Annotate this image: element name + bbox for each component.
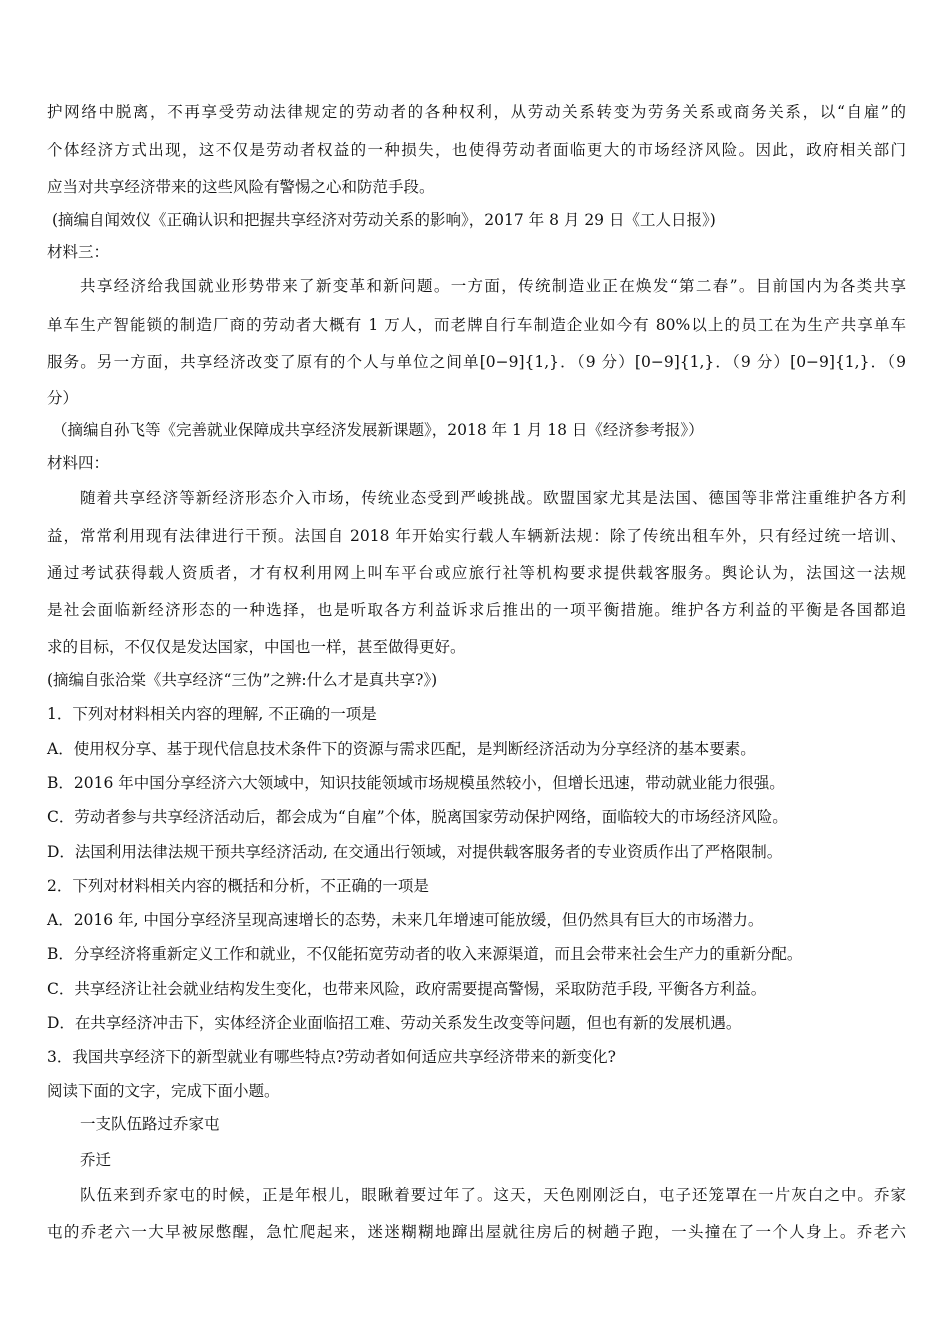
source-citation: (摘编自闻效仪《正确认识和把握共享经济对劳动关系的影响》，2017 年 8 月 29 日《工人日报》) [52, 211, 716, 229]
story-title: 一支队伍路过乔家屯 [80, 1115, 220, 1133]
source-citation: (摘编自张洽棠《共享经济“三伪”之辨:什么才是真共享?》) [47, 671, 438, 689]
story-author: 乔迁 [80, 1151, 112, 1169]
material-two-paragraph-line: 个体经济方式出现，这不仅是劳动者权益的一种损失，也使得劳动者面临更大的市场经济风险。因此，政府相关部门 [47, 141, 906, 159]
source-citation: （摘编自孙飞等《完善就业保障成共享经济发展新课题》，2018 年 1 月 18 日《经济参考报》） [52, 421, 704, 439]
question-1-option-c: C．劳动者参与共享经济活动后，都会成为“自雇”个体，脱离国家劳动保护网络，面临较大的市场经济风险。 [47, 808, 788, 826]
story-paragraph-line: 队伍来到乔家屯的时候，正是年根儿，眼瞅着要过年了。这天，天色刚刚泛白，屯子还笼罩在一片灰白之中。乔家 [80, 1186, 906, 1204]
material-three-heading: 材料三： [47, 243, 110, 261]
question-2-stem: 2．下列对材料相关内容的概括和分析，不正确的一项是 [47, 877, 429, 895]
material-four-heading: 材料四： [47, 454, 110, 472]
story-paragraph-line: 屯的乔老六一大早被尿憋醒，急忙爬起来，迷迷糊糊地蹿出屋就往房后的树趟子跑，一头撞在了一个人身上。乔老六 [47, 1223, 906, 1241]
question-2-option-b: B．分享经济将重新定义工作和就业，不仅能拓宽劳动者的收入来源渠道，而且会带来社会生产力的重新分配。 [47, 945, 803, 963]
question-1-stem: 1．下列对材料相关内容的理解, 不正确的一项是 [47, 705, 377, 723]
material-three-paragraph-line: 共享经济给我国就业形势带来了新变革和新问题。一方面，传统制造业正在焕发“第二春”。目前国内为各类共享 [80, 277, 906, 295]
question-1-option-a: A．使用权分享、基于现代信息技术条件下的资源与需求匹配，是判断经济活动为分享经济的基本要素。 [47, 740, 756, 758]
material-four-paragraph-line: 随着共享经济等新经济形态介入市场，传统业态受到严峻挑战。欧盟国家尤其是法国、德国等非常注重维护各方利 [80, 489, 906, 507]
material-three-paragraph-line: 服务。另一方面，共享经济改变了原有的个人与单位之间单[0−9]{1,}．（9 分）[0−9]{1,}．（9 分）[0−9]{1,}．（9 [47, 353, 906, 371]
material-four-paragraph-line: 是社会面临新经济形态的一种选择，也是听取各方利益诉求后推出的一项平衡措施。维护各方利益的平衡是各国都追 [47, 601, 906, 619]
material-two-paragraph-line: 护网络中脱离，不再享受劳动法律规定的劳动者的各种权利，从劳动关系转变为劳务关系或商务关系，以“自雇”的 [47, 103, 906, 121]
material-four-paragraph-line: 益，常常利用现有法律进行干预。法国自 2018 年开始实行载人车辆新法规：除了传统出租车外，只有经过统一培训、 [47, 527, 906, 545]
question-2-option-a: A．2016 年, 中国分享经济呈现高速增长的态势，未来几年增速可能放缓，但仍然具有巨大的市场潜力。 [47, 911, 764, 929]
question-2-option-d: D．在共享经济冲击下，实体经济企业面临招工难、劳动关系发生改变等问题，但也有新的发展机遇。 [47, 1014, 742, 1032]
question-3-stem: 3．我国共享经济下的新型就业有哪些特点?劳动者如何适应共享经济带来的新变化? [47, 1048, 616, 1066]
material-four-paragraph-line: 通过考试获得载人资质者，才有权利用网上叫车平台或应旅行社等机构要求提供载客服务。舆论认为，法国这一法规 [47, 564, 906, 582]
material-three-paragraph-line: 分） [47, 389, 79, 407]
reading-instruction: 阅读下面的文字，完成下面小题。 [47, 1082, 280, 1100]
material-three-paragraph-line: 单车生产智能锁的制造厂商的劳动者大概有 1 万人，而老牌自行车制造企业如今有 80%以上的员工在为生产共享单车 [47, 316, 906, 334]
question-1-option-b: B．2016 年中国分享经济六大领域中，知识技能领域市场规模虽然较小，但增长迅速，带动就业能力很强。 [47, 774, 785, 792]
question-1-option-d: D．法国利用法律法规干预共享经济活动, 在交通出行领域，对提供载客服务者的专业资质作出了严格限制。 [47, 843, 783, 861]
material-two-paragraph-line: 应当对共享经济带来的这些风险有警惕之心和防范手段。 [47, 178, 435, 196]
material-four-paragraph-line: 求的目标，不仅仅是发达国家，中国也一样，甚至做得更好。 [47, 638, 466, 656]
question-2-option-c: C．共享经济让社会就业结构发生变化，也带来风险，政府需要提高警惕，采取防范手段, 平衡各方利益。 [47, 980, 767, 998]
